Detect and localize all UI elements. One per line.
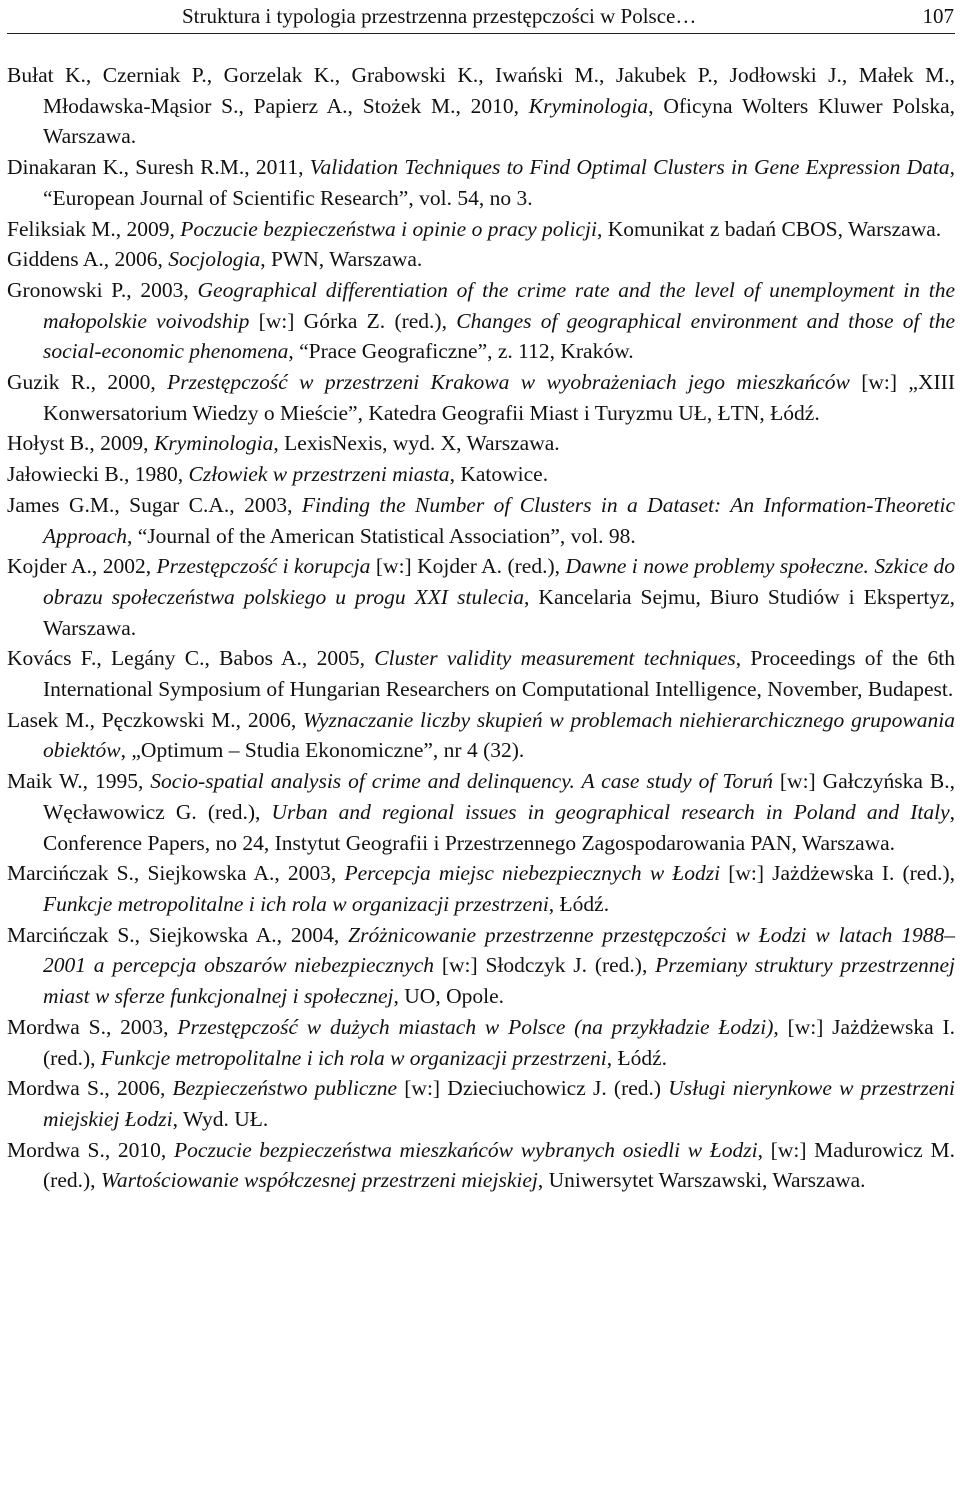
reference-text: , Kancelaria Sejmu, Biuro Studiów i Ekspertyz, Warszawa. — [43, 584, 955, 640]
reference-text: , “European Journal of Scientific Research”, vol. 54, no 3. — [43, 155, 955, 210]
reference-title-italic: Wyznaczanie liczby skupień w problemach niehierarchicznego grupowania obiektów — [43, 707, 955, 763]
reference-text: , LexisNexis, wyd. X, Warszawa. — [273, 431, 560, 456]
reference-title-italic: Usługi nierynkowe w przestrzeni miejskiej Łodzi — [43, 1076, 955, 1131]
reference-text: , Conference Papers, no 24, Instytut Geografii i Przestrzennego Zagospodarowania PAN, Warszawa. — [43, 799, 955, 855]
page-number: 107 — [922, 4, 954, 28]
reference-entry — [7, 643, 955, 704]
reference-title-italic: Geographical differentiation of the crime rate and the level of unemployment in the małopolskie voivodship — [43, 277, 955, 333]
reference-text: , “Prace Geograficzne”, z. 112, Kraków. — [288, 339, 634, 364]
reference-entry — [7, 244, 955, 275]
reference-entry — [7, 858, 955, 919]
running-title: Struktura i typologia przestrzenna przestępczości w Polsce… — [182, 4, 697, 28]
reference-title-italic: Człowiek w przestrzeni miasta — [188, 462, 450, 487]
reference-text: Marcińczak S., Siejkowska A., 2003, — [7, 861, 345, 886]
reference-text: [w:] Dzieciuchowicz J. (red.) — [397, 1076, 669, 1101]
reference-text: [w:] Gałczyńska B., Węcławowicz G. (red.), — [43, 769, 955, 824]
reference-text: Hołyst B., 2009, — [7, 431, 154, 456]
reference-title-italic: Changes of geographical environment and those of the social-economic phenomena — [43, 308, 956, 364]
reference-text: Giddens A., 2006, — [7, 247, 169, 272]
reference-text: , “Journal of the American Statistical Association”, vol. 98. — [127, 523, 636, 548]
reference-title-italic: Poczucie bezpieczeństwa mieszkańców wybranych osiedli w Łodzi — [174, 1137, 758, 1162]
reference-entry — [7, 459, 955, 490]
reference-text: , Katowice. — [449, 462, 549, 487]
reference-text: Dinakaran K., Suresh R.M., 2011, — [7, 155, 310, 180]
reference-text: , Uniwersytet Warszawski, Warszawa. — [537, 1168, 866, 1193]
reference-text: Kovács F., Legány C., Babos A., 2005, — [7, 646, 375, 671]
reference-text: , Łódź. — [606, 1045, 668, 1070]
reference-title-italic: Funkcje metropolitalne i ich rola w organizacji przestrzeni — [100, 1045, 607, 1070]
reference-entry — [7, 1012, 955, 1073]
header-rule — [7, 33, 955, 34]
reference-text: Feliksiak M., 2009, — [7, 216, 181, 241]
reference-text: , PWN, Warszawa. — [260, 247, 423, 272]
reference-text: Kojder A., 2002, — [7, 554, 157, 579]
reference-title-italic: Dawne i nowe problemy społeczne. Szkice do obrazu społeczeństwa polskiego u progu XXI stulecia — [43, 554, 955, 609]
reference-title-italic: Socjologia — [168, 247, 261, 272]
reference-text: , Oficyna Wolters Kluwer Polska, Warszawa. — [43, 93, 955, 149]
reference-title-italic: Przestępczość i korupcja — [156, 554, 371, 579]
reference-entry — [7, 766, 955, 858]
bibliography-list — [7, 60, 955, 1196]
reference-title-italic: Zróżnicowanie przestrzenne przestępczości w Łodzi w latach 1988–2001 a percepcja obszarów niebezpiecznych — [43, 922, 955, 978]
reference-entry — [7, 705, 955, 766]
reference-entry — [7, 428, 955, 459]
reference-text: [w:] Jażdżewska I. (red.), — [720, 861, 955, 886]
reference-text: Maik W., 1995, — [7, 769, 151, 794]
reference-text: , [w:] Madurowicz M. (red.), — [43, 1137, 956, 1193]
reference-title-italic: Przemiany struktury przestrzennej miast w sferze funkcjonalnej i społecznej — [43, 953, 956, 1009]
reference-entry — [7, 152, 955, 213]
running-head — [182, 2, 954, 32]
reference-text: , Wyd. UŁ. — [172, 1106, 269, 1131]
reference-text: Mordwa S., 2010, — [7, 1137, 175, 1162]
reference-title-italic: Bezpieczeństwo publiczne — [172, 1076, 398, 1101]
reference-entry — [7, 214, 955, 245]
reference-text: , Łódź. — [548, 891, 610, 916]
reference-entry — [7, 920, 955, 1012]
reference-text: Marcińczak S., Siejkowska A., 2004, — [7, 922, 349, 947]
reference-title-italic: Wartościowanie współczesnej przestrzeni miejskiej — [100, 1168, 538, 1193]
reference-entry — [7, 60, 955, 152]
reference-text: Mordwa S., 2006, — [7, 1076, 173, 1101]
reference-text: Mordwa S., 2003, — [7, 1014, 178, 1039]
reference-text: James G.M., Sugar C.A., 2003, — [7, 492, 302, 517]
reference-text: Bułat K., Czerniak P., Gorzelak K., Grabowski K., Iwański M., Jakubek P., Jodłowski J., Małek M., Młodawska-Mąsior S., Papierz A., Stożek M., 2010, — [7, 63, 955, 118]
reference-title-italic: Przestępczość w dużych miastach w Polsce (na przykładzie Łodzi) — [177, 1014, 774, 1039]
reference-text: [w:] „XIII Konwersatorium Wiedzy o Mieście”, Katedra Geografii Miast i Turyzmu UŁ, ŁTN, Łódź. — [43, 370, 955, 425]
reference-title-italic: Kryminologia — [528, 93, 649, 118]
reference-entry — [7, 490, 955, 551]
reference-text: , [w:] Jażdżewska I. (red.), — [43, 1014, 955, 1070]
reference-text: [w:] Kojder A. (red.), — [370, 554, 566, 579]
reference-title-italic: Funkcje metropolitalne i ich rola w organizacji przestrzeni — [43, 891, 549, 916]
reference-entry — [7, 367, 955, 428]
reference-text: Jałowiecki B., 1980, — [7, 462, 189, 487]
reference-title-italic: Percepcja miejsc niebezpiecznych w Łodzi — [344, 861, 721, 886]
reference-title-italic: Cluster validity measurement techniques — [374, 646, 736, 671]
reference-title-italic: Urban and regional issues in geographical research in Poland and Italy — [271, 799, 950, 824]
reference-entry — [7, 551, 955, 643]
reference-text: [w:] Słodczyk J. (red.), — [434, 953, 656, 978]
reference-text: , Komunikat z badań CBOS, Warszawa. — [596, 216, 942, 241]
reference-title-italic: Socio-spatial analysis of crime and delinquency. A case study of Toruń — [150, 769, 773, 794]
reference-text: Lasek M., Pęczkowski M., 2006, — [7, 707, 303, 732]
reference-text: Gronowski P., 2003, — [7, 277, 198, 302]
reference-title-italic: Validation Techniques to Find Optimal Clusters in Gene Expression Data — [309, 155, 950, 180]
reference-title-italic: Finding the Number of Clusters in a Dataset: An Information-Theoretic Approach — [43, 492, 955, 548]
reference-text: , UO, Opole. — [393, 984, 505, 1009]
reference-entry — [7, 1135, 955, 1196]
reference-title-italic: Przestępczość w przestrzeni Krakowa w wyobrażeniach jego mieszkańców — [167, 370, 850, 395]
reference-text: , „Optimum – Studia Ekonomiczne”, nr 4 (32). — [120, 738, 525, 763]
reference-title-italic: Kryminologia — [153, 431, 274, 456]
reference-entry — [7, 275, 955, 367]
reference-text: [w:] Górka Z. (red.), — [249, 308, 457, 333]
reference-title-italic: Poczucie bezpieczeństwa i opinie o pracy policji — [180, 216, 597, 241]
reference-text: , Proceedings of the 6th International Symposium of Hungarian Researchers on Computational Intelligence, November, Budapest. — [43, 646, 955, 702]
reference-text: Guzik R., 2000, — [7, 370, 168, 395]
reference-entry — [7, 1073, 955, 1134]
